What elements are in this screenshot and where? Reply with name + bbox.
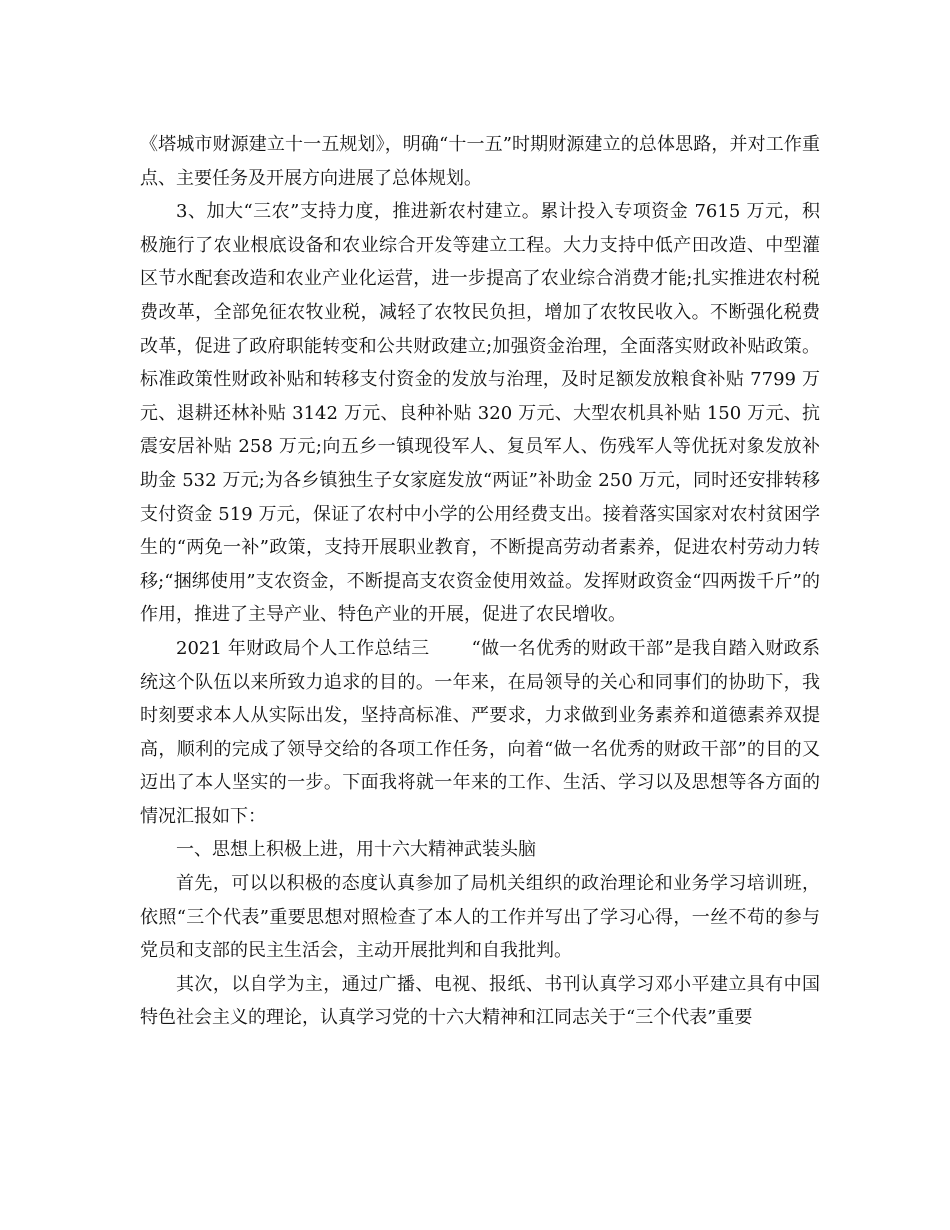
section-title-ideology: 一、思想上积极上进，用十六大精神武装头脑 [176, 839, 536, 861]
document-body [140, 128, 820, 1035]
summary-intro-text: “做一名优秀的财政干部”是我自踏入财政系统这个队伍以来所致力追求的目的。一年来，在局领导的关心和同事们的协助下，我时刻要求本人从实际出发，坚持高标准、严要求，力求做到业务素养和道德素养双提高，顺利的完成了领导交给的各项工作任务，向着“做一名优秀的财政干部”的目的又迈出了本人坚实的一步。下面我将就一年来的工作、生活、学习以及思想等各方面的情况汇报如下： [140, 637, 821, 827]
paragraph-plan-continuation: 《塔城市财源建立十一五规划》，明确“十一五”时期财源建立的总体思路，并对工作重点、主要任务及开展方向进展了总体规划。 [140, 134, 820, 189]
section-heading: 2021 年财政局个人工作总结三 [176, 637, 430, 659]
paragraph-agriculture-support: 3、加大“三农”支持力度，推进新农村建立。累计投入专项资金 7615 万元，积极施行了农业根底设备和农业综合开发等建立工程。大力支持中低产田改造、中型灌区节水配套改造和农业产业化运营，进一步提高了农业综合消费才能;扎实推进农村税费改革，全部免征农牧业税，减轻了农牧民负担，增加了农牧民收入。不断强化税费改革，促进了政府职能转变和公共财政建立;加强资金治理，全面落实财政补贴政策。标准政策性财政补贴和转移支付资金的发放与治理，及时足额发放粮食补贴 7799 万元、退耕还林补贴 3142 万元、良种补贴 320 万元、大型农机具补贴 150 万元、抗震安居补贴 258 万元;向五乡一镇现役军人、复员军人、伤残军人等优抚对象发放补助金 532 万元;为各乡镇独生子女家庭发放“两证”补助金 250 万元，同时还安排转移支付资金 519 万元，保证了农村中小学的公用经费支出。接着落实国家对农村贫困学生的“两免一补”政策，支持开展职业教育，不断提高劳动者素养，促进农村劳动力转移;“捆绑使用”支农资金，不断提高支农资金使用效益。发挥财政资金“四两拨千斤”的作用，推进了主导产业、特色产业的开展，促进了农民增收。 [140, 201, 820, 626]
paragraph-second-study: 其次，以自学为主，通过广播、电视、报纸、书刊认真学习邓小平建立具有中国特色社会主义的理论，认真学习党的十六大精神和江同志关于“三个代表”重要 [140, 973, 820, 1029]
paragraph-first-study: 首先，可以以积极的态度认真参加了局机关组织的政治理论和业务学习培训班，依照“三个代表”重要思想对照检查了本人的工作并写出了学习心得，一丝不苟的参与党员和支部的民主生活会，主动开展批判和自我批判。 [140, 873, 820, 962]
paragraph-summary-intro [140, 632, 820, 834]
